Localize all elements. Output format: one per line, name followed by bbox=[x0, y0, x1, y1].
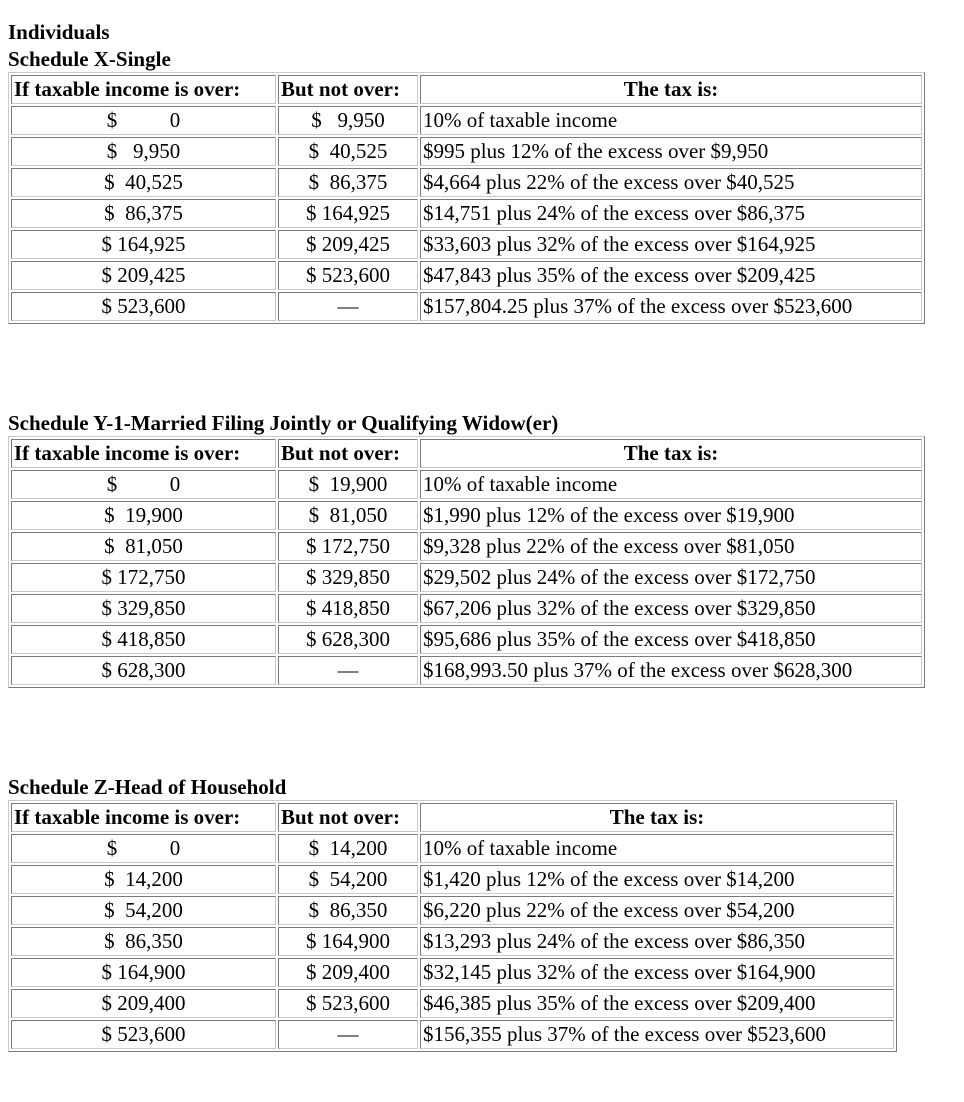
cell-tax: $32,145 plus 32% of the excess over $164,900 bbox=[420, 958, 894, 987]
table-row bbox=[11, 292, 922, 321]
header-not-over: But not over: bbox=[278, 75, 418, 104]
schedule-x bbox=[8, 46, 925, 324]
cell-over: $ 0 bbox=[11, 106, 276, 135]
schedule-title: Schedule Z-Head of Household bbox=[8, 775, 287, 799]
cell-not-over: $ 164,900 bbox=[278, 927, 418, 956]
cell-tax: 10% of taxable income bbox=[420, 470, 922, 499]
cell-not-over: $ 209,400 bbox=[278, 958, 418, 987]
table-row bbox=[11, 501, 922, 530]
cell-tax: $13,293 plus 24% of the excess over $86,350 bbox=[420, 927, 894, 956]
table-row bbox=[11, 168, 922, 197]
cell-not-over: $ 418,850 bbox=[278, 594, 418, 623]
cell-over: $ 209,425 bbox=[11, 261, 276, 290]
cell-tax: $33,603 plus 32% of the excess over $164,925 bbox=[420, 230, 922, 259]
table-row bbox=[11, 137, 922, 166]
cell-over: $ 9,950 bbox=[11, 137, 276, 166]
cell-over: $ 86,375 bbox=[11, 199, 276, 228]
cell-not-over: $ 329,850 bbox=[278, 563, 418, 592]
header-over: If taxable income is over: bbox=[11, 439, 276, 468]
tax-table-schedule-z bbox=[8, 800, 897, 1052]
cell-not-over: $ 86,350 bbox=[278, 896, 418, 925]
cell-tax: 10% of taxable income bbox=[420, 106, 922, 135]
cell-tax: $157,804.25 plus 37% of the excess over $523,600 bbox=[420, 292, 922, 321]
cell-over: $ 0 bbox=[11, 834, 276, 863]
header-tax: The tax is: bbox=[420, 803, 894, 832]
cell-not-over: $ 209,425 bbox=[278, 230, 418, 259]
cell-tax: $29,502 plus 24% of the excess over $172,750 bbox=[420, 563, 922, 592]
header-over: If taxable income is over: bbox=[11, 803, 276, 832]
table-row bbox=[11, 230, 922, 259]
cell-over: $ 86,350 bbox=[11, 927, 276, 956]
page-title: Individuals bbox=[8, 20, 110, 44]
cell-tax: $1,420 plus 12% of the excess over $14,200 bbox=[420, 865, 894, 894]
table-row bbox=[11, 989, 894, 1018]
header-not-over: But not over: bbox=[278, 439, 418, 468]
cell-not-over: $ 86,375 bbox=[278, 168, 418, 197]
cell-over: $ 0 bbox=[11, 470, 276, 499]
table-row bbox=[11, 261, 922, 290]
table-row bbox=[11, 594, 922, 623]
tax-table-schedule-x bbox=[8, 72, 925, 324]
table-row bbox=[11, 958, 894, 987]
table-row bbox=[11, 106, 922, 135]
table-header-row bbox=[11, 803, 894, 832]
schedule-z bbox=[8, 774, 897, 1052]
cell-tax: 10% of taxable income bbox=[420, 834, 894, 863]
cell-over: $ 81,050 bbox=[11, 532, 276, 561]
cell-over: $ 523,600 bbox=[11, 292, 276, 321]
schedule-title: Schedule X-Single bbox=[8, 47, 171, 71]
table-row bbox=[11, 470, 922, 499]
table-row bbox=[11, 563, 922, 592]
header-over: If taxable income is over: bbox=[11, 75, 276, 104]
table-row bbox=[11, 865, 894, 894]
cell-over: $ 14,200 bbox=[11, 865, 276, 894]
table-row bbox=[11, 199, 922, 228]
cell-not-over: $ 81,050 bbox=[278, 501, 418, 530]
cell-over: $ 329,850 bbox=[11, 594, 276, 623]
header-tax: The tax is: bbox=[420, 75, 922, 104]
cell-over: $ 172,750 bbox=[11, 563, 276, 592]
cell-tax: $47,843 plus 35% of the excess over $209,425 bbox=[420, 261, 922, 290]
cell-over: $ 54,200 bbox=[11, 896, 276, 925]
table-row bbox=[11, 1020, 894, 1049]
cell-tax: $4,664 plus 22% of the excess over $40,525 bbox=[420, 168, 922, 197]
schedule-title: Schedule Y-1-Married Filing Jointly or Qualifying Widow(er) bbox=[8, 411, 559, 435]
header-not-over: But not over: bbox=[278, 803, 418, 832]
tax-table-schedule-y1 bbox=[8, 436, 925, 688]
table-row bbox=[11, 625, 922, 654]
schedule-y1 bbox=[8, 410, 925, 688]
header-tax: The tax is: bbox=[420, 439, 922, 468]
table-row bbox=[11, 927, 894, 956]
cell-not-over: $ 9,950 bbox=[278, 106, 418, 135]
cell-tax: $95,686 plus 35% of the excess over $418,850 bbox=[420, 625, 922, 654]
cell-not-over: — bbox=[278, 656, 418, 685]
table-row bbox=[11, 532, 922, 561]
cell-not-over: $ 523,600 bbox=[278, 261, 418, 290]
table-row bbox=[11, 896, 894, 925]
cell-not-over: $ 14,200 bbox=[278, 834, 418, 863]
cell-tax: $1,990 plus 12% of the excess over $19,900 bbox=[420, 501, 922, 530]
cell-over: $ 209,400 bbox=[11, 989, 276, 1018]
cell-over: $ 418,850 bbox=[11, 625, 276, 654]
cell-not-over: $ 523,600 bbox=[278, 989, 418, 1018]
cell-tax: $156,355 plus 37% of the excess over $523,600 bbox=[420, 1020, 894, 1049]
cell-not-over: $ 628,300 bbox=[278, 625, 418, 654]
cell-not-over: $ 19,900 bbox=[278, 470, 418, 499]
cell-over: $ 19,900 bbox=[11, 501, 276, 530]
cell-tax: $67,206 plus 32% of the excess over $329,850 bbox=[420, 594, 922, 623]
cell-tax: $6,220 plus 22% of the excess over $54,200 bbox=[420, 896, 894, 925]
cell-not-over: — bbox=[278, 292, 418, 321]
cell-over: $ 628,300 bbox=[11, 656, 276, 685]
table-header-row bbox=[11, 75, 922, 104]
cell-over: $ 523,600 bbox=[11, 1020, 276, 1049]
cell-not-over: — bbox=[278, 1020, 418, 1049]
cell-tax: $9,328 plus 22% of the excess over $81,050 bbox=[420, 532, 922, 561]
cell-not-over: $ 172,750 bbox=[278, 532, 418, 561]
cell-tax: $995 plus 12% of the excess over $9,950 bbox=[420, 137, 922, 166]
cell-over: $ 40,525 bbox=[11, 168, 276, 197]
table-row bbox=[11, 834, 894, 863]
table-header-row bbox=[11, 439, 922, 468]
cell-not-over: $ 54,200 bbox=[278, 865, 418, 894]
cell-not-over: $ 40,525 bbox=[278, 137, 418, 166]
cell-over: $ 164,900 bbox=[11, 958, 276, 987]
table-row bbox=[11, 656, 922, 685]
cell-tax: $14,751 plus 24% of the excess over $86,375 bbox=[420, 199, 922, 228]
cell-tax: $168,993.50 plus 37% of the excess over $628,300 bbox=[420, 656, 922, 685]
cell-not-over: $ 164,925 bbox=[278, 199, 418, 228]
cell-over: $ 164,925 bbox=[11, 230, 276, 259]
cell-tax: $46,385 plus 35% of the excess over $209,400 bbox=[420, 989, 894, 1018]
